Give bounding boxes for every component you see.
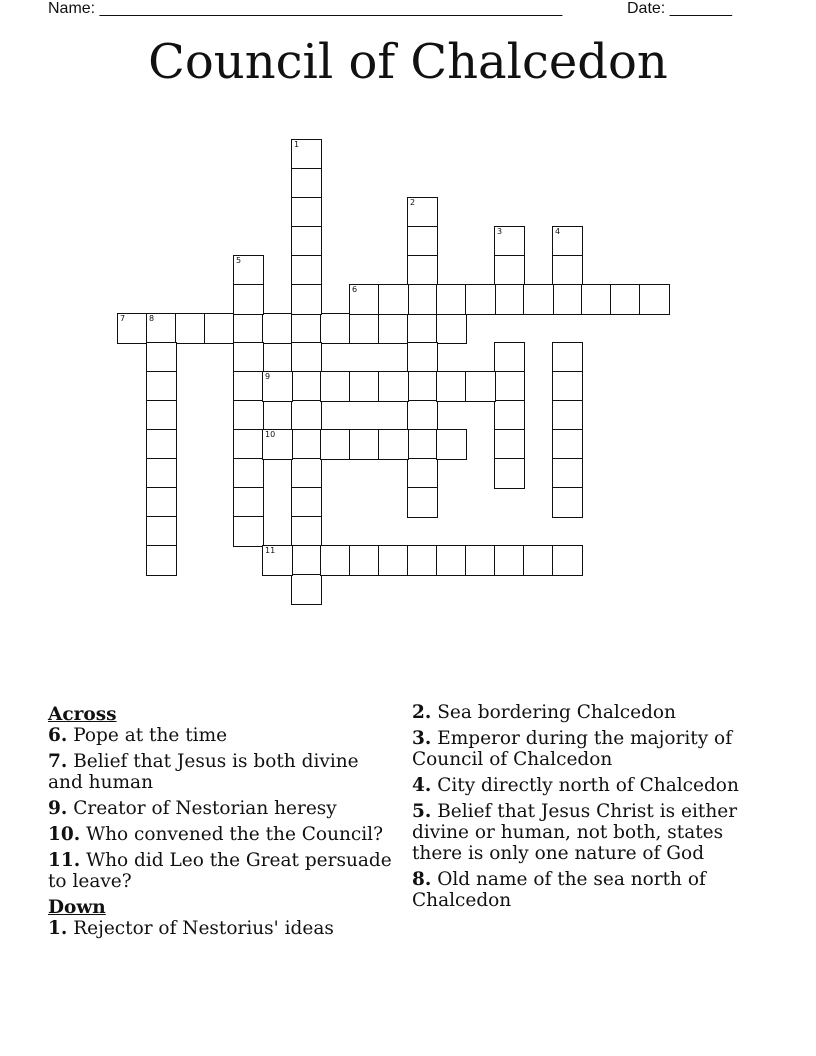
clue-item	[48, 751, 398, 793]
grid-cell[interactable]	[233, 371, 264, 402]
clue-item	[412, 869, 772, 911]
grid-cell[interactable]	[320, 545, 351, 576]
clue-number: 10	[265, 430, 276, 439]
grid-cell[interactable]	[407, 429, 438, 460]
grid-cell[interactable]	[436, 429, 467, 460]
clue-number-label: 3.	[412, 728, 432, 749]
grid-cell[interactable]	[320, 371, 351, 402]
grid-cell[interactable]	[233, 284, 264, 315]
clue-number: 7	[120, 314, 126, 323]
grid-cell[interactable]	[291, 255, 322, 286]
down-heading: Down	[48, 897, 106, 918]
clue-number-label: 5.	[412, 801, 432, 822]
grid-cell[interactable]	[407, 342, 438, 373]
clue-number-label: 1.	[48, 918, 68, 939]
grid-cell[interactable]	[291, 487, 322, 518]
date-field: Date: _______	[627, 0, 732, 17]
grid-cell[interactable]	[291, 400, 322, 431]
clue-text: Who convened the the Council?	[80, 824, 384, 845]
grid-cell[interactable]	[465, 545, 496, 576]
clue-number: 6	[352, 285, 358, 294]
grid-cell[interactable]	[494, 545, 525, 576]
clue-number-label: 8.	[412, 869, 432, 890]
clue-item	[48, 850, 398, 892]
clue-item	[412, 775, 772, 796]
clue-item	[48, 918, 398, 939]
clue-number: 9	[265, 372, 271, 381]
clue-item	[48, 824, 398, 845]
clue-item	[412, 801, 772, 864]
grid-cell[interactable]	[146, 371, 177, 402]
grid-cell[interactable]	[552, 342, 583, 373]
clues-left-column	[48, 702, 398, 944]
clue-number: 3	[497, 227, 503, 236]
grid-cell[interactable]	[494, 400, 525, 431]
clue-text: Creator of Nestorian heresy	[67, 798, 337, 819]
clue-number-label: 4.	[412, 775, 432, 796]
grid-cell[interactable]	[349, 371, 380, 402]
clue-item	[48, 725, 398, 746]
grid-cell[interactable]	[436, 284, 467, 315]
grid-cell[interactable]	[291, 545, 322, 576]
grid-cell[interactable]	[117, 313, 148, 344]
grid-cell[interactable]	[552, 487, 583, 518]
clue-number: 11	[265, 546, 276, 555]
grid-cell[interactable]	[146, 429, 177, 460]
grid-cell[interactable]	[494, 458, 525, 489]
grid-cell[interactable]	[291, 284, 322, 315]
grid-cell[interactable]	[494, 371, 525, 402]
grid-cell[interactable]	[552, 545, 583, 576]
grid-cell[interactable]	[146, 342, 177, 373]
grid-cell[interactable]	[291, 313, 322, 344]
clue-text: Who did Leo the Great persuade to leave?	[48, 850, 392, 892]
grid-cell[interactable]	[233, 255, 264, 286]
clues-right-column	[412, 702, 772, 916]
grid-cell[interactable]	[494, 284, 525, 315]
grid-cell[interactable]	[291, 197, 322, 228]
grid-cell[interactable]	[146, 487, 177, 518]
clue-number: 2	[410, 198, 416, 207]
grid-cell[interactable]	[146, 458, 177, 489]
grid-cell[interactable]	[291, 574, 322, 605]
grid-cell[interactable]	[175, 313, 206, 344]
down-clue-list-continued	[412, 702, 772, 911]
grid-cell[interactable]	[552, 371, 583, 402]
grid-cell[interactable]	[407, 487, 438, 518]
grid-cell[interactable]	[146, 313, 177, 344]
grid-cell[interactable]	[552, 226, 583, 257]
grid-cell[interactable]	[291, 342, 322, 373]
clue-item	[48, 798, 398, 819]
clue-text: Pope at the time	[67, 725, 228, 746]
grid-cell[interactable]	[233, 429, 264, 460]
clue-number-label: 2.	[412, 702, 432, 723]
grid-cell[interactable]	[233, 516, 264, 547]
grid-cell[interactable]	[436, 371, 467, 402]
grid-cell[interactable]	[378, 284, 409, 315]
grid-cell[interactable]	[523, 545, 554, 576]
grid-cell[interactable]	[146, 516, 177, 547]
grid-cell[interactable]	[494, 226, 525, 257]
grid-cell[interactable]	[378, 371, 409, 402]
grid-cell[interactable]	[146, 545, 177, 576]
clue-item	[412, 728, 772, 770]
grid-cell[interactable]	[407, 284, 438, 315]
grid-cell[interactable]	[494, 255, 525, 286]
grid-cell[interactable]	[320, 313, 351, 344]
grid-cell[interactable]	[407, 545, 438, 576]
grid-cell[interactable]	[349, 429, 380, 460]
across-heading: Across	[48, 704, 117, 725]
grid-cell[interactable]	[407, 400, 438, 431]
grid-cell[interactable]	[291, 371, 322, 402]
grid-cell[interactable]	[262, 545, 293, 576]
grid-cell[interactable]	[552, 429, 583, 460]
grid-cell[interactable]	[523, 284, 554, 315]
grid-cell[interactable]	[552, 284, 583, 315]
grid-cell[interactable]	[233, 487, 264, 518]
grid-cell[interactable]	[262, 371, 293, 402]
grid-cell[interactable]	[465, 284, 496, 315]
grid-cell[interactable]	[349, 284, 380, 315]
clue-text: Emperor during the majority of Council of Chalcedon	[412, 728, 733, 770]
grid-cell[interactable]	[581, 284, 612, 315]
grid-cell[interactable]	[436, 313, 467, 344]
grid-cell[interactable]	[262, 429, 293, 460]
grid-cell[interactable]	[378, 313, 409, 344]
page-title: Council of Chalcedon	[148, 34, 668, 90]
clue-text: Rejector of Nestorius' ideas	[67, 918, 334, 939]
grid-cell[interactable]	[378, 545, 409, 576]
grid-cell[interactable]	[320, 429, 351, 460]
grid-cell[interactable]	[639, 284, 670, 315]
down-clue-list	[48, 918, 398, 939]
grid-cell[interactable]	[494, 342, 525, 373]
grid-cell[interactable]	[378, 429, 409, 460]
clue-text: Old name of the sea north of Chalcedon	[412, 869, 706, 911]
grid-cell[interactable]	[204, 313, 235, 344]
clue-item	[412, 702, 772, 723]
grid-cell[interactable]	[291, 139, 322, 170]
grid-cell[interactable]	[407, 197, 438, 228]
clue-text: Belief that Jesus is both divine and human	[48, 751, 359, 793]
clue-number-label: 11.	[48, 850, 81, 871]
grid-cell[interactable]	[233, 342, 264, 373]
clue-text: City directly north of Chalcedon	[431, 775, 739, 796]
grid-cell[interactable]	[291, 458, 322, 489]
grid-cell[interactable]	[262, 313, 293, 344]
grid-cell[interactable]	[436, 545, 467, 576]
clue-number-label: 9.	[48, 798, 68, 819]
grid-cell[interactable]	[233, 400, 264, 431]
grid-cell[interactable]	[291, 429, 322, 460]
grid-cell[interactable]	[552, 255, 583, 286]
grid-cell[interactable]	[291, 226, 322, 257]
grid-cell[interactable]	[552, 400, 583, 431]
grid-cell[interactable]	[494, 429, 525, 460]
grid-cell[interactable]	[465, 371, 496, 402]
clue-number: 5	[236, 256, 242, 265]
grid-cell[interactable]	[146, 400, 177, 431]
clue-text: Belief that Jesus Christ is either divine or human, not both, states there is only one nature of God	[412, 801, 738, 864]
grid-cell[interactable]	[233, 458, 264, 489]
grid-cell[interactable]	[349, 313, 380, 344]
name-field: Name: ____________________________________________________	[48, 0, 563, 17]
grid-cell[interactable]	[407, 371, 438, 402]
across-clue-list	[48, 725, 398, 892]
grid-cell[interactable]	[552, 458, 583, 489]
grid-cell[interactable]	[291, 168, 322, 199]
grid-cell[interactable]	[407, 458, 438, 489]
grid-cell[interactable]	[349, 545, 380, 576]
grid-cell[interactable]	[407, 255, 438, 286]
clue-number: 1	[294, 140, 300, 149]
clue-text: Sea bordering Chalcedon	[431, 702, 676, 723]
clue-number-label: 10.	[48, 824, 81, 845]
clue-number: 8	[149, 314, 155, 323]
grid-cell[interactable]	[233, 313, 264, 344]
grid-cell[interactable]	[610, 284, 641, 315]
grid-cell[interactable]	[407, 226, 438, 257]
grid-cell[interactable]	[407, 313, 438, 344]
grid-cell[interactable]	[291, 516, 322, 547]
clue-number-label: 7.	[48, 751, 68, 772]
clue-number: 4	[555, 227, 561, 236]
clue-number-label: 6.	[48, 725, 68, 746]
